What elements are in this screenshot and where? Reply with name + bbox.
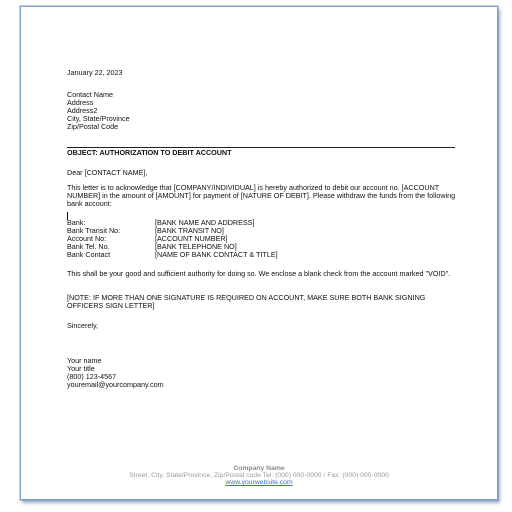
signer-email: youremail@yourcompany.com xyxy=(67,380,164,389)
account-no-label: Account No: xyxy=(67,234,107,243)
signer-title: Your title xyxy=(67,364,95,373)
bank-value: [BANK NAME AND ADDRESS] xyxy=(155,218,255,227)
subject-divider xyxy=(67,147,455,148)
footer-address: Street, City, State/Province, Zip/Postal code Tel: (000) 000-0000 / Fax: (000) 000-0000 xyxy=(129,472,389,479)
contact-address: Address xyxy=(67,98,94,107)
contact-name: Contact Name xyxy=(67,90,113,99)
bank-tel-label: Bank Tel. No. xyxy=(67,242,110,251)
account-no-value: [ACCOUNT NUMBER] xyxy=(155,234,228,243)
body-paragraph-1: This letter is to acknowledge that [COMPANY/INDIVIDUAL] is hereby authorized to debit our account no. [ACCOUNT NUMBER] in the amount of [AMOUNT] for payment of [NATURE OF DEBIT]. Please withdraw the funds from the following bank account: xyxy=(67,183,456,208)
bank-contact-value: [NAME OF BANK CONTACT & TITLE] xyxy=(155,250,278,259)
footer-website-link[interactable]: www.yourwebsite.com xyxy=(225,479,293,486)
bank-tel-value: [BANK TELEPHONE NO] xyxy=(155,242,237,251)
signer-name: Your name xyxy=(67,356,102,365)
subject-line: OBJECT: AUTHORIZATION TO DEBIT ACCOUNT xyxy=(67,148,232,157)
footer-company: Company Name xyxy=(233,465,285,472)
bank-label: Bank: xyxy=(67,218,86,227)
contact-zip: Zip/Postal Code xyxy=(67,122,119,131)
bank-transit-label: Bank Transit No: xyxy=(67,226,121,235)
bank-transit-value: [BANK TRANSIT NO] xyxy=(155,226,224,235)
signer-phone: (800) 123-4567 xyxy=(67,372,117,381)
contact-address2: Address2 xyxy=(67,106,98,115)
document-page xyxy=(20,6,498,500)
salutation: Dear [CONTACT NAME], xyxy=(67,168,148,177)
letter-date: January 22, 2023 xyxy=(67,68,123,77)
signature-note: [NOTE: IF MORE THAN ONE SIGNATURE IS REQUIRED ON ACCOUNT, MAKE SURE BOTH BANK SIGNING OFFICERS SIGN LETTER] xyxy=(67,293,426,310)
body-paragraph-2: This shall be your good and sufficient authority for doing so. We enclose a blank check from the account marked "VOID". xyxy=(67,269,451,278)
contact-city: City, State/Province xyxy=(67,114,130,123)
bank-contact-label: Bank Contact xyxy=(67,250,111,259)
closing: Sincerely, xyxy=(67,321,99,330)
